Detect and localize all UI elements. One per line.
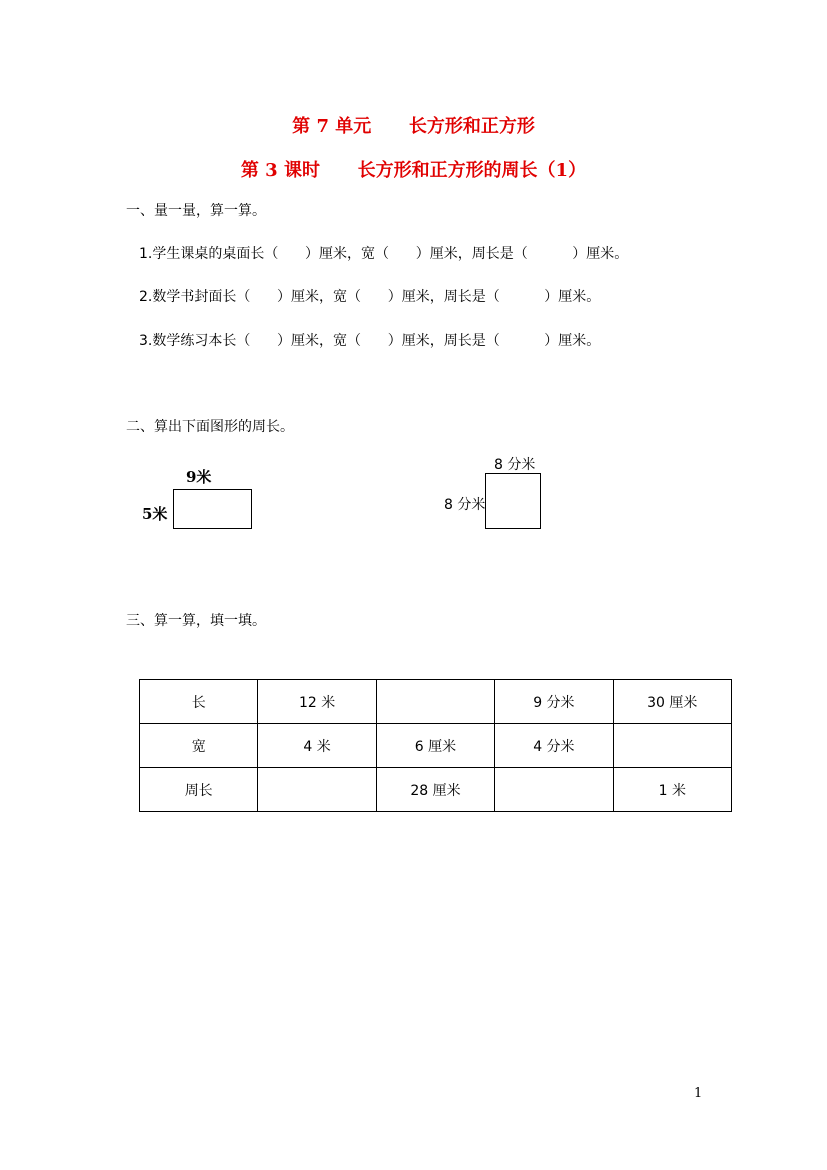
table-cell: 12 米 [258, 680, 376, 724]
perimeter-table [139, 679, 732, 812]
table-row-width [140, 724, 732, 768]
table-cell: 4 分米 [495, 724, 613, 768]
table-cell: 30 厘米 [613, 680, 731, 724]
question-3: 3.数学练习本长（ ）厘米，宽（ ）厘米，周长是（ ）厘米。 [139, 333, 601, 349]
table-cell: 6 厘米 [376, 724, 494, 768]
table-cell [613, 724, 731, 768]
rectangle-width-label: 5米 [142, 505, 168, 523]
table-cell: 28 厘米 [376, 768, 494, 812]
page-number: 1 [694, 1086, 703, 1101]
section-3-heading: 三、算一算，填一填。 [126, 613, 266, 629]
section-1-heading: 一、量一量，算一算。 [126, 203, 266, 219]
section-2-heading: 二、算出下面图形的周长。 [126, 419, 294, 435]
rectangle-figure [173, 489, 252, 529]
table-cell: 4 米 [258, 724, 376, 768]
table-row-length [140, 680, 732, 724]
lesson-title: 第 3 课时 长方形和正方形的周长（1） [240, 160, 587, 181]
square-top-label: 8 分米 [494, 457, 536, 473]
table-cell [258, 768, 376, 812]
rectangle-length-label: 9米 [186, 468, 212, 486]
question-1: 1.学生课桌的桌面长（ ）厘米，宽（ ）厘米，周长是（ ）厘米。 [139, 246, 629, 262]
table-cell: 1 米 [613, 768, 731, 812]
table-row-perimeter [140, 768, 732, 812]
table-cell: 长 [140, 680, 258, 724]
question-2: 2.数学书封面长（ ）厘米，宽（ ）厘米，周长是（ ）厘米。 [139, 289, 601, 305]
table-cell [495, 768, 613, 812]
table-cell: 宽 [140, 724, 258, 768]
table-cell: 9 分米 [495, 680, 613, 724]
table-cell [376, 680, 494, 724]
unit-title: 第 7 单元 长方形和正方形 [292, 116, 535, 137]
square-figure [485, 473, 541, 529]
table-cell: 周长 [140, 768, 258, 812]
square-side-label: 8 分米 [444, 497, 486, 513]
